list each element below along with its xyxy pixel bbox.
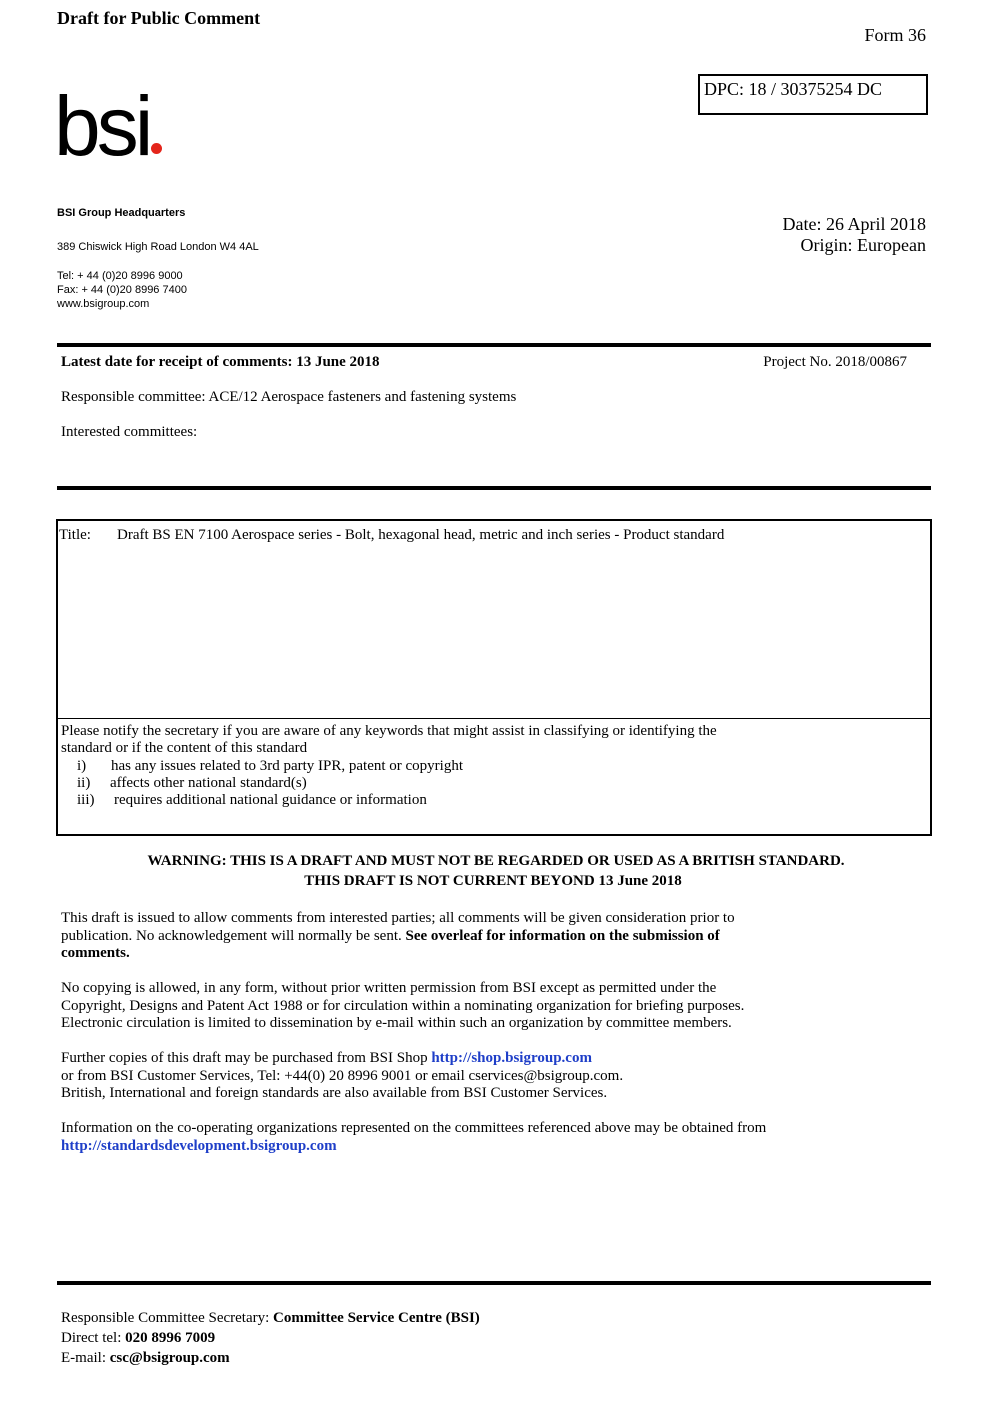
bsi-logo-text: bsi <box>54 79 150 173</box>
footer-email-value[interactable]: csc@bsigroup.com <box>109 1350 230 1366</box>
org-street: 389 Chiswick High Road London W4 4AL <box>57 241 259 253</box>
body-p3-line1-text: Further copies of this draft may be purchased from BSI Shop <box>61 1050 432 1066</box>
org-name: BSI Group Headquarters <box>57 207 186 219</box>
notify-item <box>77 758 463 776</box>
body-p4-line1: Information on the co-operating organizations represented on the committees referenced above may be obtained from <box>61 1120 767 1136</box>
dpc-number: DPC: 18 / 30375254 DC <box>704 79 883 99</box>
footer-email <box>61 1350 230 1368</box>
org-fax: Fax: + 44 (0)20 8996 7400 <box>57 284 187 296</box>
responsible-committee: Responsible committee: ACE/12 Aerospace fasteners and fastening systems <box>61 389 517 405</box>
title-label: Title: <box>59 527 91 543</box>
notify-item-text: affects other national standard(s) <box>110 775 307 791</box>
footer-secretary-value: Committee Service Centre (BSI) <box>273 1310 480 1326</box>
bsi-logo <box>54 76 162 176</box>
body-p2-line3: Electronic circulation is limited to dissemination by e-mail within such an organization by committee members. <box>61 1015 732 1031</box>
divider-rule <box>57 343 931 347</box>
document-title: Draft BS EN 7100 Aerospace series - Bolt, hexagonal head, metric and inch series - Product standard <box>117 527 725 543</box>
body-p1-line3: comments. <box>61 945 130 961</box>
footer-tel <box>61 1330 215 1348</box>
divider-rule <box>57 1281 931 1285</box>
notify-item-num: iii) <box>77 792 95 808</box>
title-box-divider <box>58 718 930 719</box>
footer-tel-label: Direct tel: <box>61 1330 126 1346</box>
body-p3-line3: British, International and foreign standards are also available from BSI Customer Services. <box>61 1085 608 1101</box>
notify-item-text: requires additional national guidance or information <box>114 792 427 808</box>
standards-development-link[interactable]: http://standardsdevelopment.bsigroup.com <box>61 1138 337 1154</box>
title-box <box>56 519 932 836</box>
doc-origin: Origin: European <box>800 235 926 255</box>
body-p1-line2-text: publication. No acknowledgement will normally be sent. <box>61 928 406 944</box>
body-p2-line2: Copyright, Designs and Patent Act 1988 or for circulation within a nominating organization for briefing purposes. <box>61 998 745 1014</box>
notify-item <box>77 775 307 793</box>
dpc-box <box>698 74 928 115</box>
body-p2-line1: No copying is allowed, in any form, without prior written permission from BSI except as permitted under the <box>61 980 717 996</box>
interested-committees: Interested committees: <box>61 424 198 440</box>
body-p3-line2: or from BSI Customer Services, Tel: +44(0) 20 8996 9001 or email cservices@bsigroup.com. <box>61 1068 624 1084</box>
bsi-shop-link[interactable]: http://shop.bsigroup.com <box>431 1050 592 1066</box>
footer-secretary-label: Responsible Committee Secretary: <box>61 1310 274 1326</box>
divider-rule <box>57 486 931 490</box>
project-number: Project No. 2018/00867 <box>763 354 907 370</box>
notify-item <box>77 792 427 810</box>
body-p1-line2 <box>61 928 720 946</box>
notify-item-text: has any issues related to 3rd party IPR, patent or copyright <box>111 758 464 774</box>
body-p1-line1: This draft is issued to allow comments from interested parties; all comments will be given consideration prior to <box>61 910 735 926</box>
warning-line-2: THIS DRAFT IS NOT CURRENT BEYOND 13 June 2018 <box>304 873 682 889</box>
notify-item-num: i) <box>77 758 87 774</box>
body-p1-overleaf-note: See overleaf for information on the submission of <box>405 928 720 944</box>
notify-line-2: standard or if the content of this standard <box>61 740 308 756</box>
notify-item-num: ii) <box>77 775 91 791</box>
footer-email-label: E-mail: <box>61 1350 110 1366</box>
bsi-logo-dot <box>151 143 162 154</box>
doc-date: Date: 26 April 2018 <box>782 214 926 234</box>
body-p3-line1 <box>61 1050 592 1068</box>
latest-comment-date: Latest date for receipt of comments: 13 June 2018 <box>61 354 380 370</box>
footer-tel-value: 020 8996 7009 <box>125 1330 216 1346</box>
org-tel: Tel: + 44 (0)20 8996 9000 <box>57 270 183 282</box>
footer-secretary <box>61 1310 480 1328</box>
draft-label: Draft for Public Comment <box>57 8 261 28</box>
warning-line-1: WARNING: THIS IS A DRAFT AND MUST NOT BE REGARDED OR USED AS A BRITISH STANDARD. <box>147 853 845 869</box>
org-web[interactable]: www.bsigroup.com <box>57 298 150 310</box>
notify-line-1: Please notify the secretary if you are aware of any keywords that might assist in classifying or identifying the <box>61 723 717 739</box>
form-label: Form 36 <box>864 25 926 45</box>
body-p4-line2 <box>61 1138 337 1156</box>
